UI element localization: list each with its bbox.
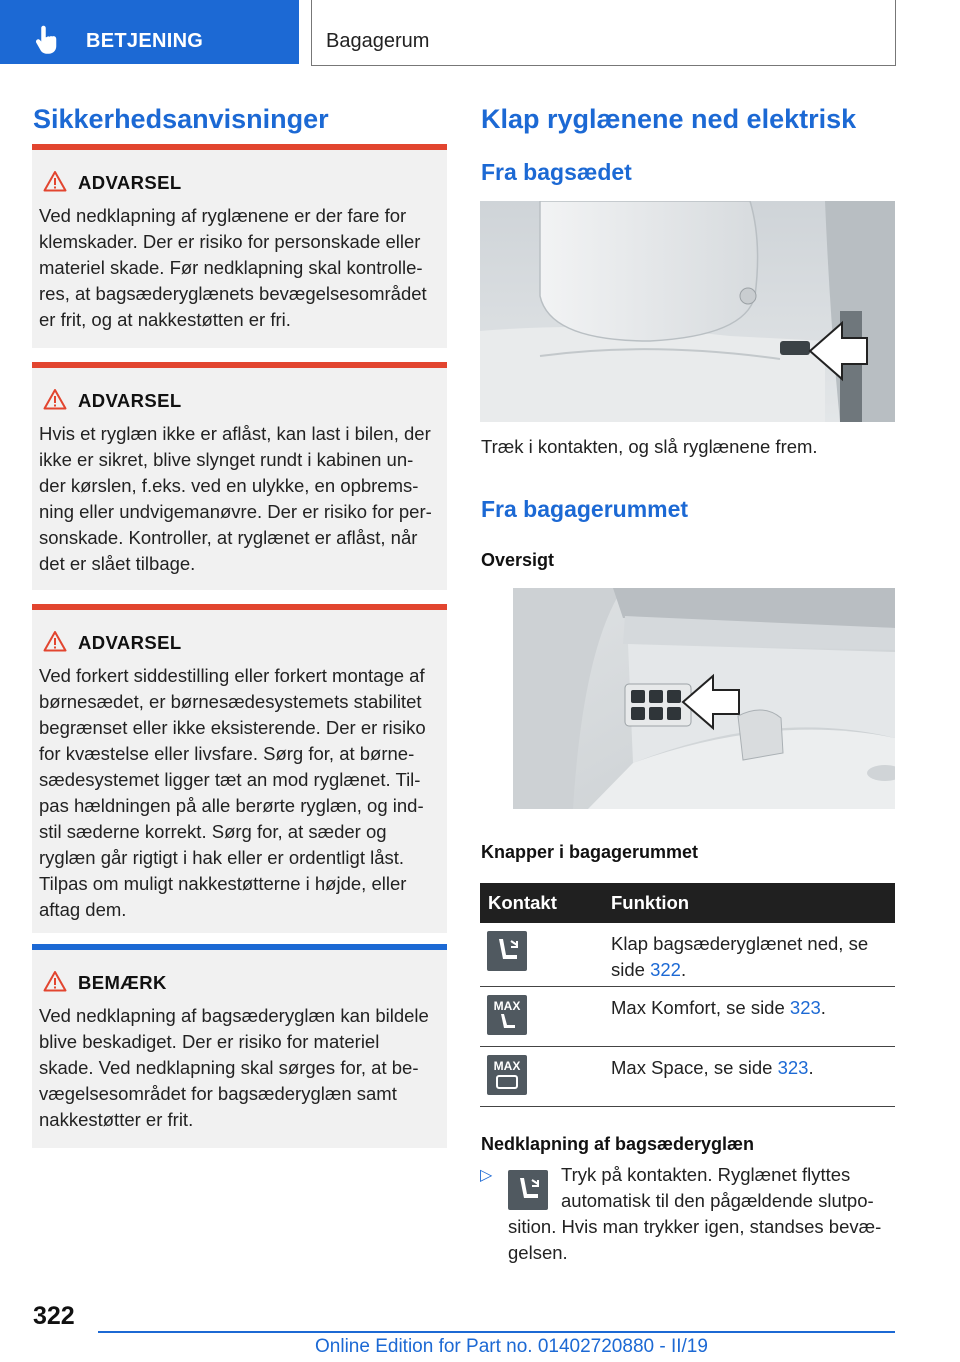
bullet-text — [480, 1162, 895, 1266]
row-line: Max Komfort, se side — [611, 997, 790, 1018]
right-title: Klap ryglænene ned elektrisk — [481, 104, 857, 134]
buttons-table — [480, 883, 895, 1107]
bullet-line: gelsen. — [508, 1242, 568, 1263]
note-line: Hvis et ryglæn ikke er aflåst, kan last i bilen, der — [39, 423, 431, 444]
row-line: Max Space, se side — [611, 1057, 778, 1078]
note-text — [39, 1003, 444, 1133]
section-heading-luggage: Fra bagagerummet — [481, 496, 689, 522]
note-line: ryglæn går rigtigt i hak eller er ordentligt låst. — [39, 847, 405, 868]
luggage-compartment-photo — [513, 588, 895, 809]
warning-triangle-icon — [43, 170, 67, 192]
note-label: ADVARSEL — [78, 172, 182, 193]
chapter-label: Bagagerum — [326, 30, 430, 52]
table-row — [480, 987, 895, 1047]
warning-triangle-icon — [43, 388, 67, 410]
note-text — [39, 663, 444, 923]
rear-seat-caption: Træk i kontakten, og slå ryglænene frem. — [481, 436, 818, 457]
note-line: aftag dem. — [39, 899, 127, 920]
note-line: ning eller undvigemanøvre. Der er risiko for per- — [39, 501, 432, 522]
row-tail: . — [680, 959, 687, 980]
safety-note-box — [32, 362, 447, 590]
safety-note-box — [32, 144, 447, 348]
note-line: vægelsesområdet for bagsæderyglæn samt — [39, 1083, 397, 1104]
note-text — [39, 203, 444, 333]
header-contact: Kontakt — [488, 892, 557, 913]
note-line: res, at bagsæderyglænets bevægelsesområdet — [39, 283, 427, 304]
safety-note-box — [32, 604, 447, 933]
header-function: Funktion — [611, 892, 690, 913]
note-line: Ved nedklapning af bagsæderyglæn kan bildele — [39, 1005, 429, 1026]
note-line: begrænset eller ikke eksisterende. Der er risiko — [39, 717, 426, 738]
svg-text:MAX: MAX — [493, 1059, 521, 1073]
bullet-line: sition. Hvis man trykker igen, standses bevæ- — [508, 1216, 882, 1237]
note-color-bar — [32, 604, 447, 610]
hand-pointer-icon — [30, 22, 66, 58]
rear-seat-photo — [480, 201, 895, 422]
note-line: for kvæstelse eller livsfare. Sørg for, at børne- — [39, 743, 415, 764]
row-line: side — [611, 959, 651, 980]
row-tail: . — [820, 997, 826, 1018]
safety-note-box — [32, 944, 447, 1148]
warning-triangle-icon — [43, 630, 67, 652]
note-label: ADVARSEL — [78, 632, 182, 653]
note-label: BEMÆRK — [78, 972, 167, 993]
chapter-header — [311, 0, 896, 66]
row-text — [611, 931, 891, 983]
note-line: skade. Ved nedklapning skal sørges for, at be- — [39, 1057, 419, 1078]
note-line: klemskader. Der er risiko for personskade eller — [39, 231, 421, 252]
note-line: sonskade. Kontroller, at ryglænet er aflåst, når — [39, 527, 418, 548]
page-link[interactable]: 323 — [789, 997, 821, 1018]
note-label: ADVARSEL — [78, 390, 182, 411]
left-title: Sikkerhedsanvisninger — [33, 104, 329, 134]
note-line: er frit, og at nakkestøtten er fri. — [39, 309, 291, 330]
bullet-line: automatisk til den pågældende slutpo- — [561, 1190, 874, 1211]
warning-triangle-icon — [43, 970, 67, 992]
fold-heading: Nedklapning af bagsæderyglæn — [481, 1134, 755, 1154]
section-label: BETJENING — [86, 30, 204, 52]
note-line: der kørslen, f.eks. ved en ulykke, en opbrems- — [39, 475, 419, 496]
note-color-bar — [32, 144, 447, 150]
page-link[interactable]: 322 — [650, 959, 681, 980]
note-line: Tilpas om muligt nakkestøtterne i højde, eller — [39, 873, 407, 894]
row-tail: . — [808, 1057, 814, 1078]
table-row — [480, 923, 895, 987]
table-header — [480, 883, 895, 923]
buttons-table-title: Knapper i bagagerummet — [481, 842, 699, 862]
max-space-icon — [487, 1055, 527, 1095]
note-line: børnesædet, er børnesædesystemets stabilitet — [39, 691, 422, 712]
section-tab[interactable] — [0, 0, 299, 64]
seat-fold-icon — [487, 931, 527, 971]
note-line: det er slået tilbage. — [39, 553, 196, 574]
note-line: materiel skade. Før nedklapning skal kontrolle- — [39, 257, 423, 278]
note-line: pas hældningen på alle berørte ryglæn, og ind- — [39, 795, 424, 816]
note-line: sædesystemet ligger tæt an mod ryglænet. Til- — [39, 769, 421, 790]
table-row — [480, 1047, 895, 1107]
page-link[interactable]: 323 — [777, 1057, 809, 1078]
note-line: blive beskadiget. Der er risiko for materiel — [39, 1031, 380, 1052]
note-line: stil sæderne korrekt. Sørg for, at sæder og — [39, 821, 387, 842]
bullet-marker: ▷ — [480, 1167, 493, 1184]
row-text — [611, 1055, 891, 1081]
overview-heading: Oversigt — [481, 550, 555, 570]
footer-rule — [98, 1331, 895, 1333]
page-number: 322 — [33, 1302, 75, 1330]
note-line: Ved forkert siddestilling eller forkert montage af — [39, 665, 425, 686]
max-comfort-icon — [487, 995, 527, 1035]
bullet-line: Tryk på kontakten. Ryglænet flyttes — [561, 1164, 851, 1185]
note-color-bar — [32, 944, 447, 950]
note-text — [39, 421, 444, 577]
section-heading-rear-seat: Fra bagsædet — [481, 159, 632, 185]
note-line: nakkestøtter er frit. — [39, 1109, 194, 1130]
note-line: Ved nedklapning af ryglænene er der fare for — [39, 205, 407, 226]
row-text — [611, 995, 891, 1021]
note-color-bar — [32, 362, 447, 368]
note-line: ikke er sikret, blive slynget rundt i kabinen un- — [39, 449, 414, 470]
svg-text:MAX: MAX — [493, 999, 521, 1013]
row-line: Klap bagsæderyglænet ned, se — [611, 933, 869, 954]
edition-note: Online Edition for Part no. 01402720880 - II/19 — [315, 1336, 708, 1357]
